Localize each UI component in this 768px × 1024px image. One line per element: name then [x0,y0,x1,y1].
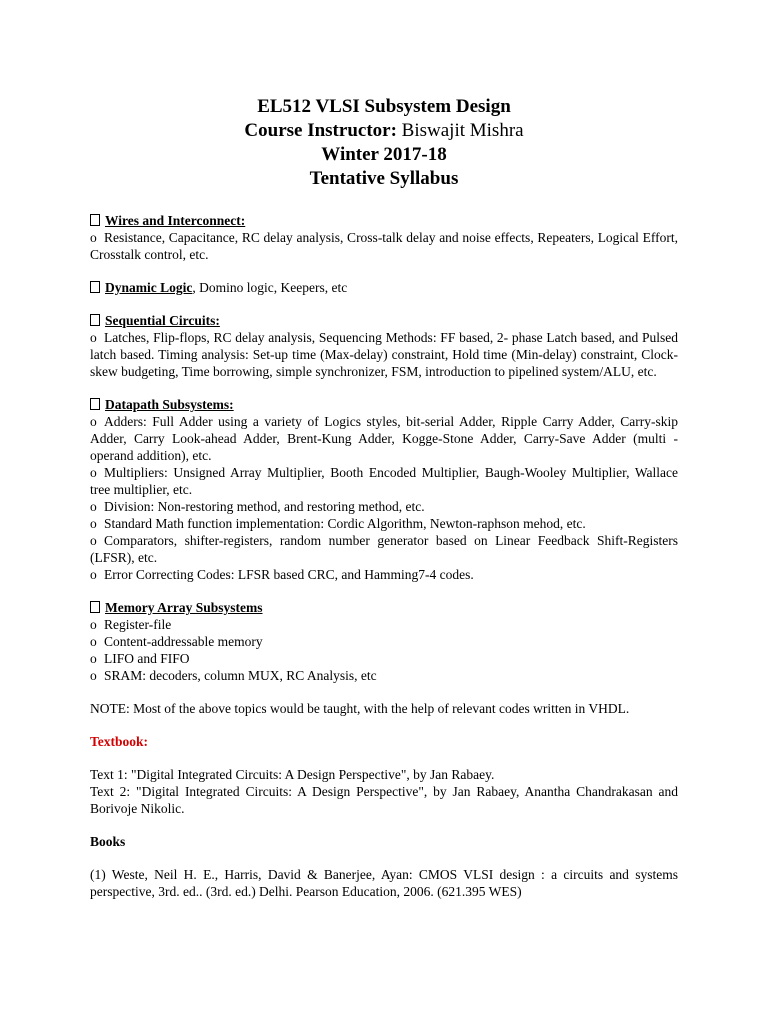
section-heading-memory: Memory Array Subsystems [90,599,678,616]
checkbox-icon [90,398,100,410]
course-title: EL512 VLSI Subsystem Design [257,96,511,117]
section-memory [90,599,678,684]
dynamic-logic-topics: , Domino logic, Keepers, etc [192,280,348,295]
bullet-icon: o [90,617,97,632]
textbook-heading-block [90,733,678,750]
section-heading-sequential: Sequential Circuits: [90,312,678,329]
bullet-icon: o [90,230,97,245]
bullet-icon: o [90,533,97,548]
checkbox-icon [90,601,100,613]
list-item: o Standard Math function implementation: Cordic Algorithm, Newton-raphson mehod, etc. [90,516,586,531]
list-item: o Error Correcting Codes: LFSR based CRC, and Hamming7-4 codes. [90,567,474,582]
bullet-icon: o [90,465,97,480]
section-wires [90,212,678,263]
list-item: o Register-file [90,617,172,632]
section-dynamic [90,279,678,296]
document-header [90,95,678,191]
bullet-icon: o [90,567,97,582]
instructor-label: Course Instructor: [244,120,397,141]
bullet-icon: o [90,330,97,345]
list-item: o Adders: Full Adder using a variety of Logics styles, bit-serial Adder, Ripple Carry Adder, Carry-skip Adder, Carry Look-ahead Adder, Brent-Kung Adder, Kogge-Stone Adder, Carry-Save Adder (multi - operand addition), etc. [90,414,678,463]
textbook-1: Text 1: "Digital Integrated Circuits: A Design Perspective", by Jan Rabaey. [90,767,495,782]
section-heading-datapath: Datapath Subsystems: [90,396,678,413]
bullet-icon: o [90,499,97,514]
books-list [90,866,678,900]
list-item: o Division: Non-restoring method, and restoring method, etc. [90,499,425,514]
bullet-icon: o [90,651,97,666]
section-sequential [90,312,678,380]
checkbox-icon [90,281,100,293]
list-item: o Resistance, Capacitance, RC delay analysis, Cross-talk delay and noise effects, Repeaters, Logical Effort, Crosstalk control, etc. [90,230,678,262]
bullet-icon: o [90,634,97,649]
document-title: Tentative Syllabus [309,168,459,189]
note [90,700,678,717]
list-item: o Content-addressable memory [90,634,263,649]
document-content [90,95,678,900]
section-heading-dynamic: Dynamic Logic, Domino logic, Keepers, etc [90,279,678,296]
list-item: o SRAM: decoders, column MUX, RC Analysis, etc [90,668,377,683]
bullet-icon: o [90,414,97,429]
textbook-heading: Textbook: [90,734,149,749]
bullet-icon: o [90,516,97,531]
list-item: o Comparators, shifter-registers, random number generator based on Linear Feedback Shift-Registers (LFSR), etc. [90,533,678,565]
list-item: o Latches, Flip-flops, RC delay analysis, Sequencing Methods: FF based, 2- phase Latch based, and Pulsed latch based. Timing analysis: Set-up time (Max-delay) constraint, Hold time (Min-delay) constraint, Clock-skew budgeting, Time borrowing, simple synchronizer, FSM, introduction to pipelined system/ALU, etc. [90,330,678,379]
books-heading: Books [90,834,126,849]
textbook-2: Text 2: "Digital Integrated Circuits: A Design Perspective", by Jan Rabaey, Anantha Chandrakasan and Borivoje Nikolic. [90,784,678,816]
list-item: o Multipliers: Unsigned Array Multiplier, Booth Encoded Multiplier, Baugh-Wooley Multiplier, Wallace tree multiplier, etc. [90,465,678,497]
textbook-list [90,766,678,817]
books-heading-block [90,833,678,850]
section-heading-wires: Wires and Interconnect: [90,212,678,229]
checkbox-icon [90,214,100,226]
list-item: o LIFO and FIFO [90,651,190,666]
term: Winter 2017-18 [321,144,447,165]
instructor-name: Biswajit Mishra [401,120,524,141]
instructor-line [90,119,678,143]
bullet-icon: o [90,668,97,683]
checkbox-icon [90,314,100,326]
note-text: NOTE: Most of the above topics would be taught, with the help of relevant codes written in VHDL. [90,701,630,716]
section-datapath [90,396,678,583]
book-1: (1) Weste, Neil H. E., Harris, David & Banerjee, Ayan: CMOS VLSI design : a circuits and systems perspective, 3rd. ed.. (3rd. ed.) Delhi. Pearson Education, 2006. (621.395 WES) [90,867,678,899]
